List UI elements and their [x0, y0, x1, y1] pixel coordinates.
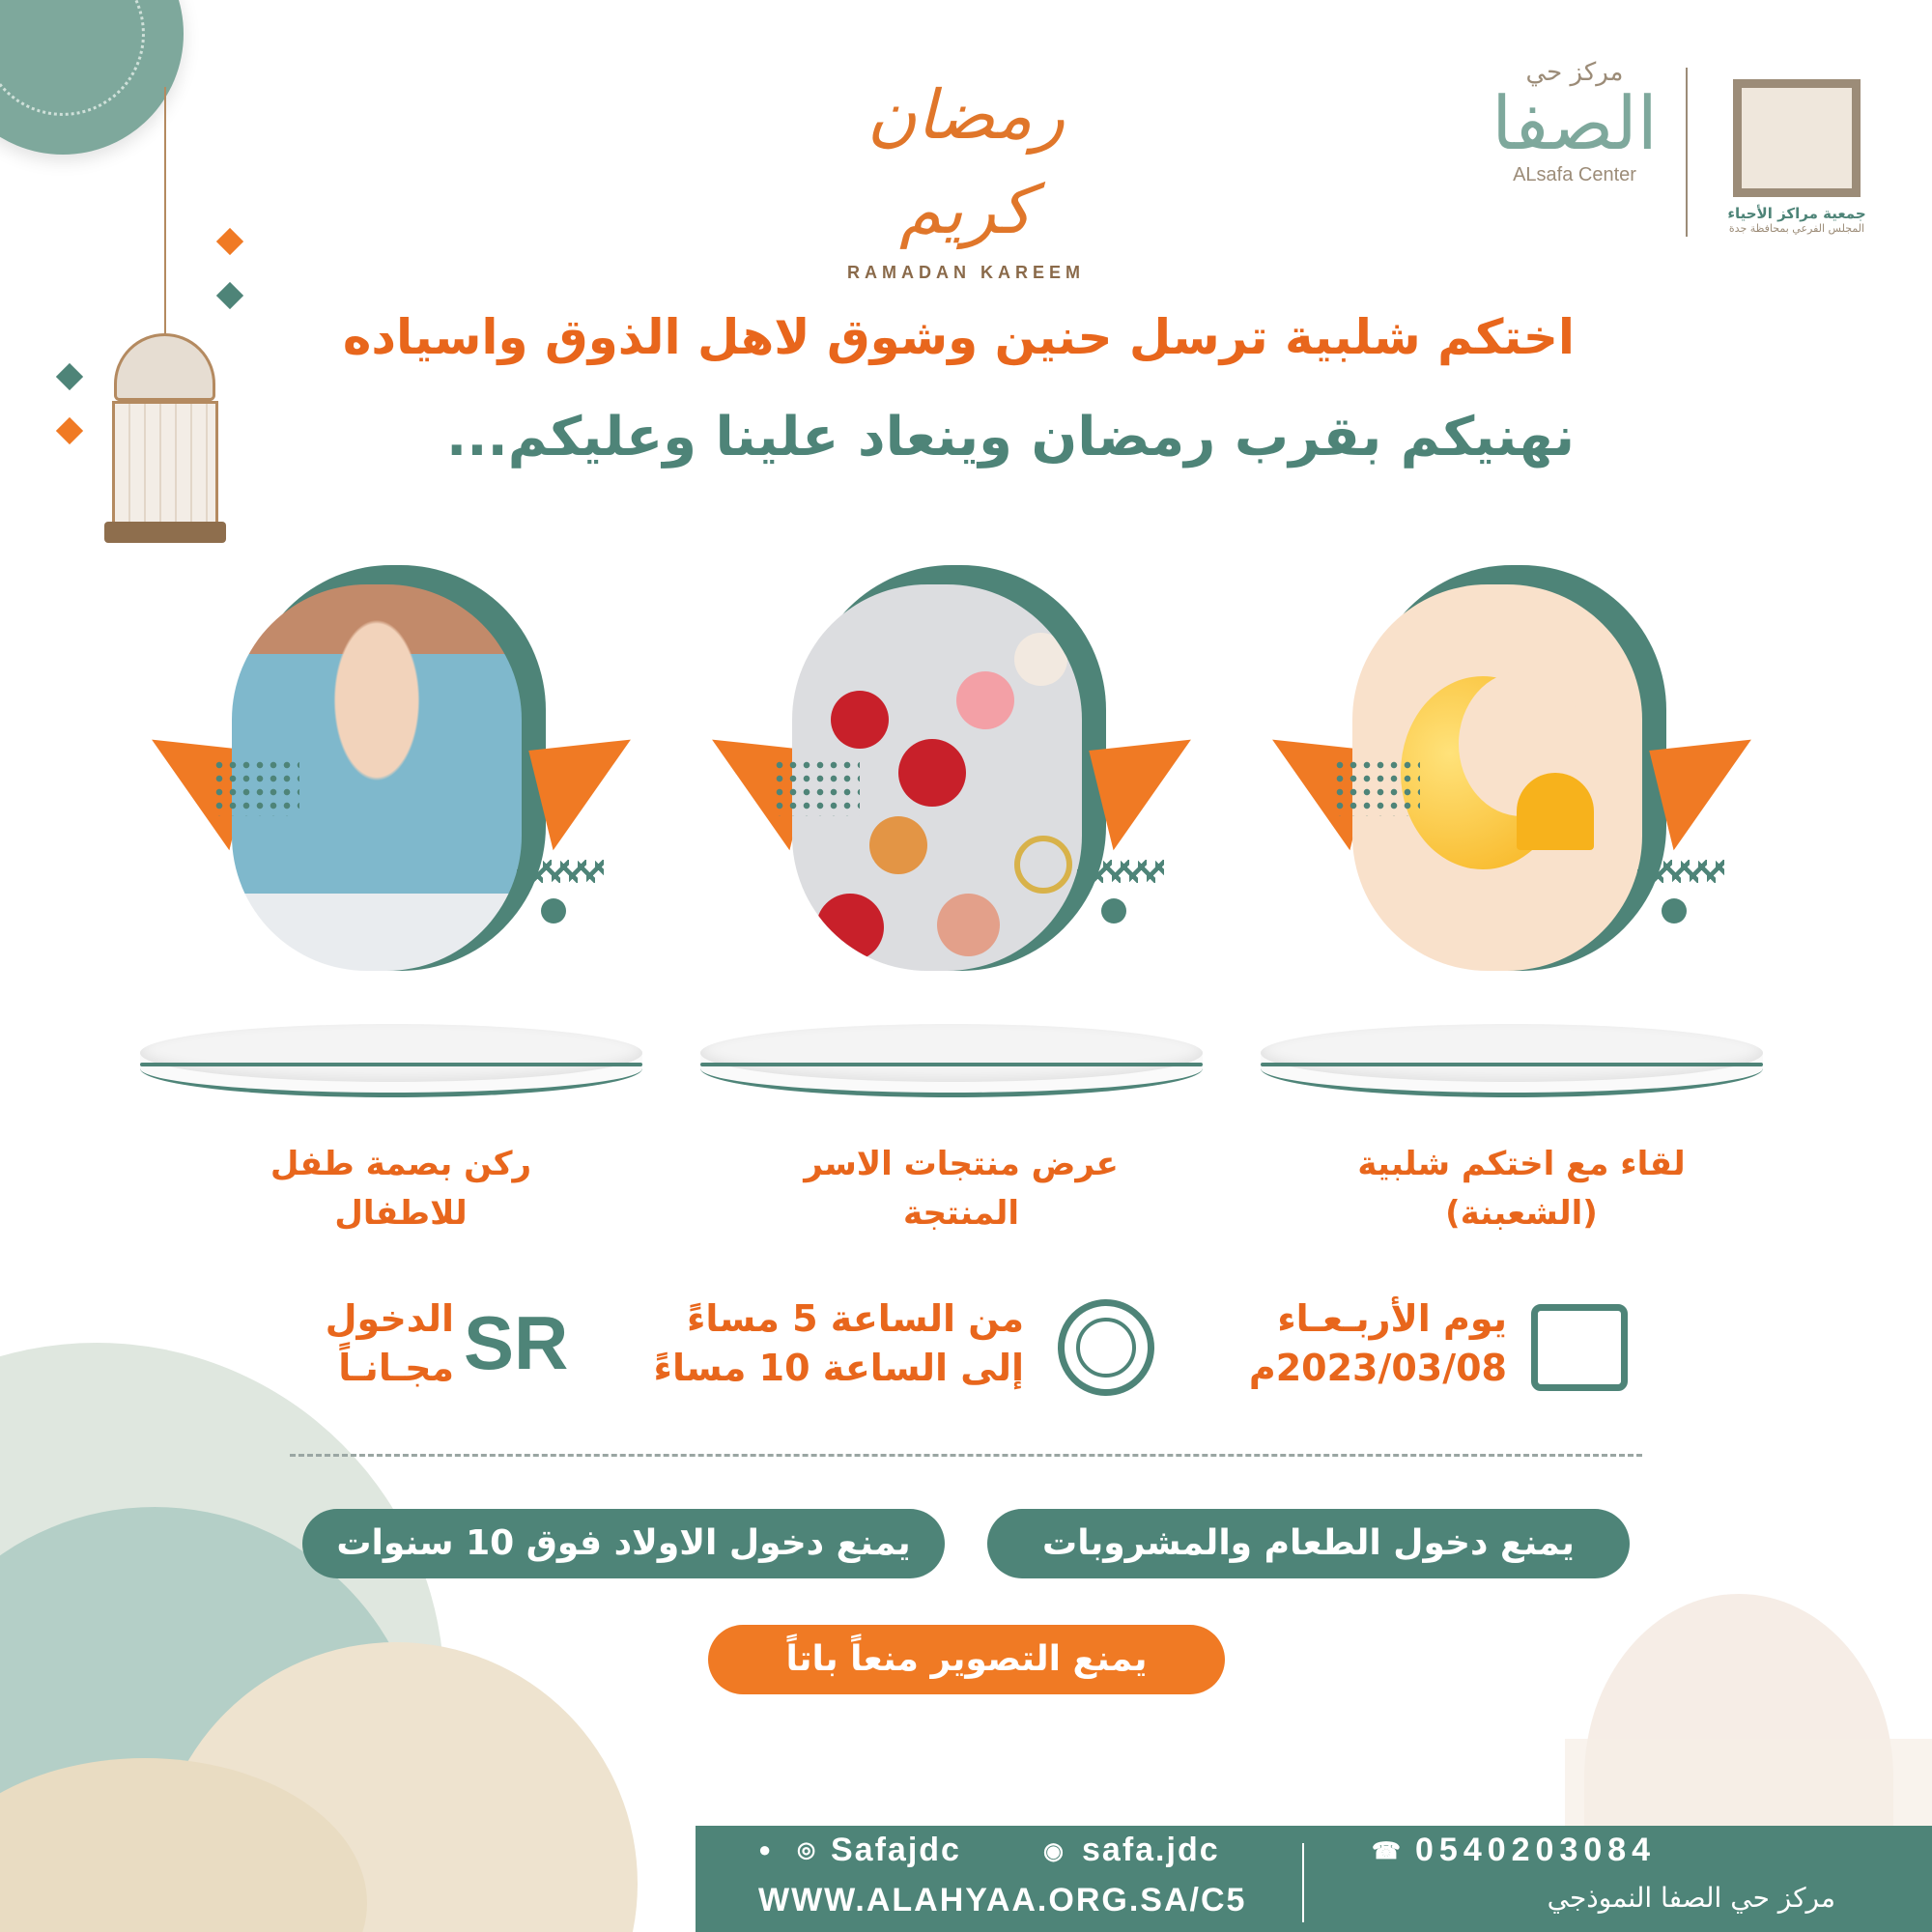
- association-logo: [1700, 58, 1893, 251]
- alsafa-center-logo: [1439, 58, 1710, 242]
- rule-no-food: يمنع دخول الطعام والمشروبات: [987, 1509, 1630, 1578]
- pedestal: [140, 1024, 642, 1121]
- pedestal: [1261, 1024, 1763, 1121]
- activity-title-line: لقاء مع اختكم شلبية: [1357, 1145, 1686, 1183]
- diamond-ornament: [216, 228, 243, 255]
- zigzag-decoration: [517, 860, 604, 883]
- headline-line-2: نهنيكم بقرب رمضان وينعاد علينا وعليكم...: [445, 406, 1575, 469]
- mosque-icon: [1517, 773, 1594, 850]
- time-line: إلى الساعة 10 مساءً: [653, 1347, 1024, 1390]
- social-handle[interactable]: Safajdc: [831, 1832, 961, 1868]
- entry-line: الدخول: [325, 1297, 454, 1340]
- ramadan-kareem-logo: [811, 68, 1121, 282]
- activity-card-kids: [140, 565, 642, 1145]
- center-logo-small-text: مركز حي: [1525, 58, 1624, 87]
- twitter-icon: ●: [758, 1837, 772, 1861]
- rule-no-kids: يمنع دخول الاولاد فوق 10 سنوات: [302, 1509, 945, 1578]
- activity-title-line: (الشعبنة): [1445, 1194, 1598, 1233]
- zigzag-decoration: [1637, 860, 1724, 883]
- day-label: يوم الأربـعـاء: [1277, 1297, 1507, 1340]
- time-line: من الساعة 5 مساءً: [687, 1297, 1024, 1340]
- lantern-base: [104, 522, 226, 543]
- ramadan-logo-arabic: رمضان كريم: [867, 75, 1065, 249]
- circle-decoration: [1101, 898, 1126, 923]
- footer-divider: [1302, 1843, 1304, 1922]
- lantern-string: [164, 87, 166, 338]
- zigzag-decoration: [1077, 860, 1164, 883]
- dot-grid-decoration: [1333, 758, 1420, 816]
- footer-center-name: مركز حي الصفا النموذجي: [1547, 1882, 1835, 1914]
- instagram-icon: ◎: [797, 1837, 816, 1861]
- center-logo-english: ALsafa Center: [1513, 164, 1636, 185]
- activity-title-line: عرض منتجات الاسر: [804, 1145, 1119, 1183]
- phone-number[interactable]: 0540203084: [1415, 1832, 1657, 1868]
- activity-card-products: [700, 565, 1203, 1145]
- date-info: [1227, 1294, 1507, 1394]
- dot-grid-decoration: [213, 758, 299, 816]
- association-subtitle: المجلس الفرعي بمحافظة جدة: [1728, 222, 1865, 235]
- activity-title-products: [710, 1140, 1212, 1238]
- snapchat-handle[interactable]: safa.jdc: [1082, 1832, 1220, 1868]
- diamond-ornament: [56, 363, 83, 390]
- activity-title-kids: [150, 1140, 652, 1238]
- dashed-divider: [290, 1454, 1642, 1457]
- activity-title-line: للاطفال: [334, 1194, 468, 1233]
- activity-title-shalabia: [1270, 1140, 1773, 1238]
- time-info: [618, 1294, 1024, 1394]
- activity-title-line: المنتجة: [902, 1194, 1020, 1233]
- diamond-ornament: [56, 417, 83, 444]
- association-mark-icon: [1733, 79, 1861, 197]
- association-name: جمعية مراكز الأحياء: [1727, 205, 1866, 222]
- dot-grid-decoration: [773, 758, 860, 816]
- pedestal: [700, 1024, 1203, 1121]
- currency-sr-icon: SR: [464, 1300, 569, 1385]
- circle-decoration: [541, 898, 566, 923]
- calendar-icon: [1531, 1304, 1628, 1391]
- diamond-ornament: [216, 282, 243, 309]
- phone-icon: ☎: [1372, 1838, 1401, 1864]
- circle-decoration: [1662, 898, 1687, 923]
- activity-card-shalabia: [1261, 565, 1763, 1145]
- snapchat-icon: ◉: [1043, 1838, 1064, 1864]
- clock-icon: [1058, 1299, 1154, 1396]
- entry-info: [290, 1294, 454, 1394]
- ramadan-logo-english: RAMADAN KAREEM: [847, 263, 1085, 282]
- activity-title-line: ركن بصمة طفل: [270, 1145, 532, 1183]
- website-link[interactable]: WWW.ALAHYAA.ORG.SA/C5: [758, 1882, 1247, 1918]
- footer-bar: [696, 1826, 1932, 1932]
- rule-no-photo: يمنع التصوير منعاً باتاً: [708, 1625, 1225, 1694]
- date-label: 2023/03/08م: [1248, 1347, 1507, 1390]
- entry-line: مجـانـاً: [338, 1347, 454, 1390]
- logo-divider: [1686, 68, 1688, 237]
- center-logo-name: الصفا: [1492, 80, 1658, 166]
- headline-line-1: اختكم شلبية ترسل حنين وشوق لاهل الذوق واسياده: [342, 309, 1575, 365]
